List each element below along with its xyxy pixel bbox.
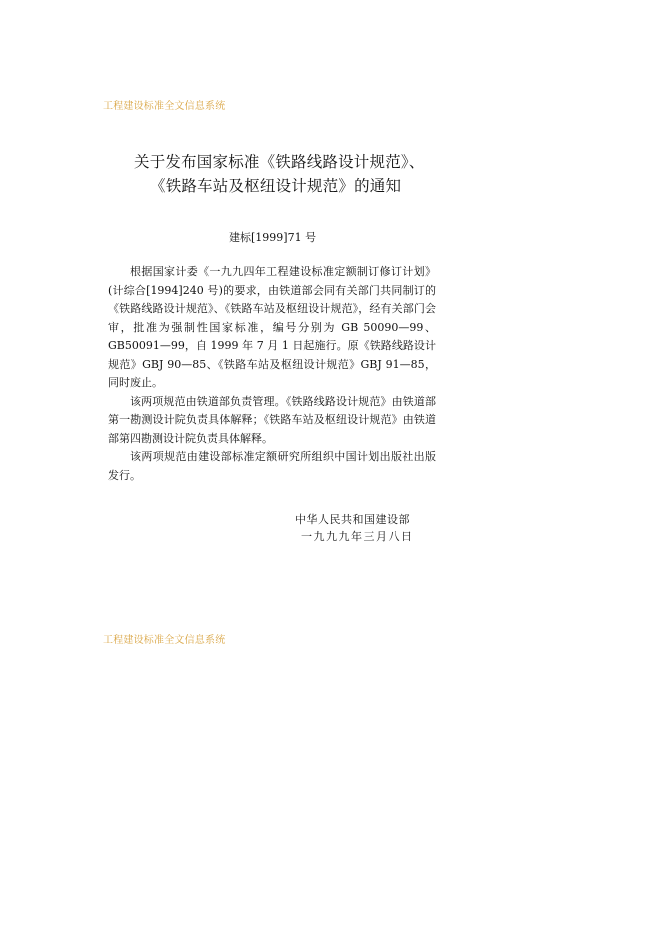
document-title-line-2: 《铁路车站及枢纽设计规范》的通知: [150, 177, 402, 195]
document-number: 建标[1999]71 号: [229, 231, 317, 244]
signature-organization: 中华人民共和国建设部: [295, 513, 410, 526]
watermark-header: 工程建设标准全文信息系统: [103, 101, 226, 112]
signature-date: 一九九九年三月八日: [301, 530, 414, 543]
notice-body: [108, 263, 436, 485]
watermark-footer: 工程建设标准全文信息系统: [103, 635, 226, 646]
paragraph-publication: 该两项规范由建设部标准定额研究所组织中国计划出版社出版发行。: [108, 450, 436, 482]
paragraph-management: 该两项规范由铁道部负责管理。《铁路线路设计规范》由铁道部第一勘测设计院负责具体解释；《铁路车站及枢纽设计规范》由铁道部第四勘测设计院负责具体解释。: [108, 394, 436, 445]
paragraph-approval: 根据国家计委《一九九四年工程建设标准定额制订修订计划》(计综合[1994]240 号)的要求，由铁道部会同有关部门共同制订的《铁路线路设计规范》、《铁路车站及枢纽设计规范》，经有关部门会审，批准为强制性国家标准，编号分别为 GB 50090—99、GB50091—99，自 1999 年 7 月 1 日起施行。原《铁路线路设计规范》GBJ 90—85、《铁路车站及枢纽设计规范》GBJ 91—85，同时废止。: [108, 265, 436, 389]
document-title-line-1: 关于发布国家标准《铁路线路设计规范》、: [134, 153, 425, 171]
